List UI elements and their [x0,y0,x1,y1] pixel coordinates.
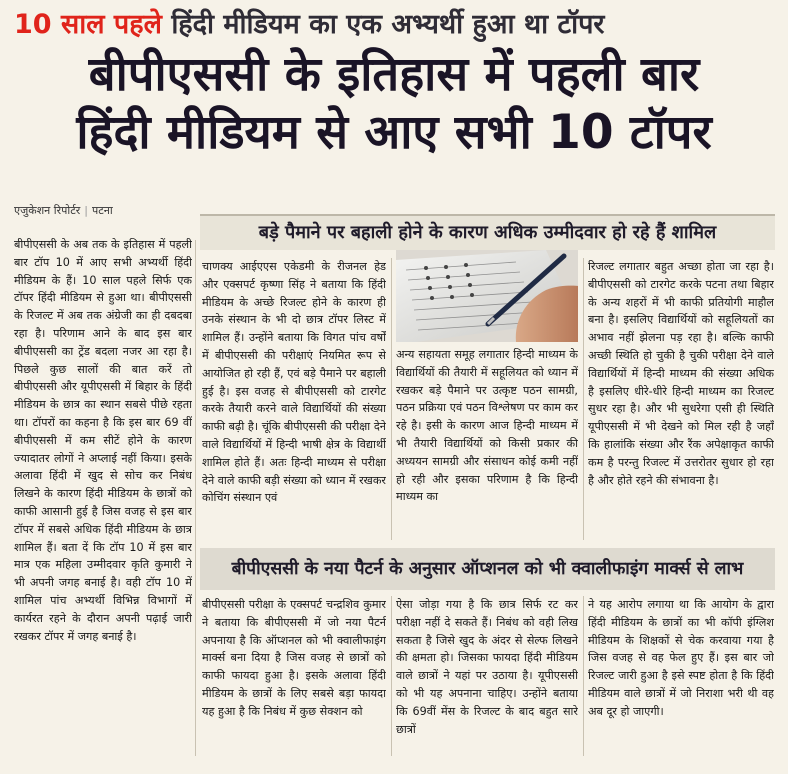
subheading-recruitment: बड़े पैमाने पर बहाली होने के कारण अधिक उम्मीदवार हो रहे हैं शामिल [200,214,775,250]
article-column-5: बीपीएससी परीक्षा के एक्सपर्ट चन्द्रशिव कुमार ने बताया कि बीपीएससी में जो नया पैटर्न अपनाया है कि ऑप्शनल को भी क्वालीफाइंग मार्क्स बना दिया है जिस वजह से छात्रों को काफी फायदा हुआ है। इसके अलावा हिंदी मीडियम के छात्रों के लिए सबसे बड़ा फायदा यह हुआ है कि निबंध में कुछ सेक्शन को [202,598,386,718]
article-column-3: अन्य सहायता समूह लगातार हिन्दी माध्यम के विद्यार्थियों की तैयारी में सहूलियत को ध्यान में रखकर बड़े पैमाने पर उत्कृष्ट पठन सामग्री, पठन प्रक्रिया एवं पठन विश्लेषण पर काम कर रहे है। इसी के कारण आज हिन्दी माध्यम में भी तैयारी विद्यार्थियों को किसी प्रकार की अध्ययन सामग्री और संसाधन कोई कमी नहीं हो रही और इसका परिणाम है कि हिन्दी माध्यम का [396,348,578,504]
byline-city: पटना [91,204,113,217]
article-column-6: ऐसा जोड़ा गया है कि छात्र सिर्फ रट कर परीक्षा नहीं दे सकते हैं। निबंध को वही लिख सकता है जिसे खुद के अंदर से सेल्फ लिखने की क्षमता हो। जिसका फायदा हिंदी मीडियम वाले छात्रों ने यहां पर उठाया है। यूपीएससी को भी यह अपनाना चाहिए। उन्होंने बताया कि 69वीं मेंस के रिजल्ट के बाद बहुत सारे छात्रों [396,598,578,736]
article-column-7: ने यह आरोप लगाया था कि आयोग के द्वारा हिंदी मीडियम के छात्रों का भी कॉपी इंग्लिश मीडियम के शिक्षकों से चेक करवाया गया है जिस वजह से वह फेल हुए हैं। इस बार जो रिजल्ट जारी हुआ है इसे स्पष्ट होता है कि हिंदी मीडियम वाले छात्रों में जो निराशा भरी थी वह अब दूर हो जाएगी। [588,598,774,718]
article-column-2: चाणक्य आईएएस एकेडमी के रीजनल हेड और एक्सपर्ट कृष्णा सिंह ने बताया कि हिंदी मीडियम के अच्छे रिजल्ट होने के कारण ही उनके संस्थान के भी दो छात्र टॉपर लिस्ट में शामिल हैं। उन्होंने बताया कि विगत पांच वर्षों में बीपीएससी की परीक्षाएं नियमित रूप से आयोजित हो रही हैं, एवं बड़े पैमाने पर बहाली हुई है। इस वजह से बीपीएससी को टारगेट करके तैयारी करने वाले विद्यार्थियों की संख्या काफी बढ़ी है। चूंकि बीपीएससी की परीक्षा देने वाले विद्यार्थियों में हिन्दी भाषी क्षेत्र के विद्यार्थी शामिल होते हैं। अतः हिन्दी माध्यम से परीक्षा देने वाले काफी बड़ी संख्या को ध्यान में रखकर कोचिंग संस्थान एवं [202,260,386,505]
kicker-text: हिंदी मीडियम का एक अभ्यर्थी हुआ था टॉपर [171,9,605,40]
subheading-new-pattern: बीपीएससी के नया पैटर्न के अनुसार ऑप्शनल को भी क्वालीफाइंग मार्क्स से लाभ [200,548,775,590]
kicker-highlight: 10 साल पहले [14,9,162,40]
exam-writing-photo [396,250,578,342]
article-column-4: रिजल्ट लगातार बहुत अच्छा होता जा रहा है। बीपीएससी को टारगेट करके पटना तथा बिहार के अन्य शहरों में भी काफी प्रतियोगी माहौल बना है। इसलिए विद्यार्थियों को सहूलियतों का अभाव नहीं झेलना पड़ रहा है। बल्कि काफी अच्छी स्थिति हो चुकी है चुकी परीक्षा देने वाले विद्यार्थियों में हिन्दी माध्यम की संख्या अधिक है इसलिए धीरे-धीरे हिन्दी माध्यम का रिजल्ट सुधर रहा है। और भी सुधरेगा एसी ही स्थिति यूपीएससी में भी देखने को मिल रही है जहाँ कि हालांकि संख्या और रैंक अपेक्षाकृत काफी कम है परन्तु रिजल्ट में उत्तरोतर सुधार हो रहा है और होते रहने की संभावना है। [588,260,774,487]
main-headline [8,46,780,162]
headline-line-2: हिंदी मीडियम से आए सभी 10 टॉपर [76,105,712,160]
column-divider [583,596,584,756]
byline-separator: | [84,204,88,217]
kicker-line [14,6,774,44]
headline-line-1: बीपीएससी के इतिहास में पहली बार [88,47,700,102]
column-divider [391,596,392,756]
article-column-1: बीपीएससी के अब तक के इतिहास में पहली बार टॉप 10 में आए सभी अभ्यर्थी हिंदी मीडियम के हैं। 10 साल पहले सिर्फ एक टॉपर हिंदी मीडियम से हुआ था। बीपीएससी के रिजल्ट में अब तक अंग्रेजी का ही दबदबा रहा है। परिणाम आने के बाद इस बार बीपीएससी का ट्रेंड बदला नजर आ रहा है। पिछले कुछ सालों की बात करें तो बीपीएससी और यूपीएससी में बिहार के हिंदी मीडियम के छात्र का स्थान सबसे पीछे रहता था। टॉपरों का कहना है कि इस बार 69 वीं बीपीएससी में कम सीटें होने के कारण ज्यादातर लोगों ने अप्लाई नहीं किया। इसके अलावा हिंदी में खुद से सोच कर निबंध लिखने के कारण हिंदी मीडियम के छात्रों को काफी आसानी हुई है जिस वजह से इस बार टॉपर में सबसे अधिक हिंदी मीडियम के छात्र शामिल हैं। बता दें कि टॉप 10 में इस बार मात्र एक महिला उम्मीदवार कृति कुमारी ने भी अपनी जगह बनाई है। वही टॉप 10 में शामिल पांच अभ्यर्थी विभिन्न विभागों में कार्यरत रहने के दौरान अपनी पढ़ाई जारी रखकर टॉपर में जगह बनाई है। [14,238,192,643]
column-divider [195,240,196,756]
column-divider [391,258,392,540]
pen-writing-icon [396,250,578,342]
byline [14,203,113,218]
column-divider [583,258,584,540]
byline-desk: एजुकेशन रिपोर्टर [14,204,81,217]
